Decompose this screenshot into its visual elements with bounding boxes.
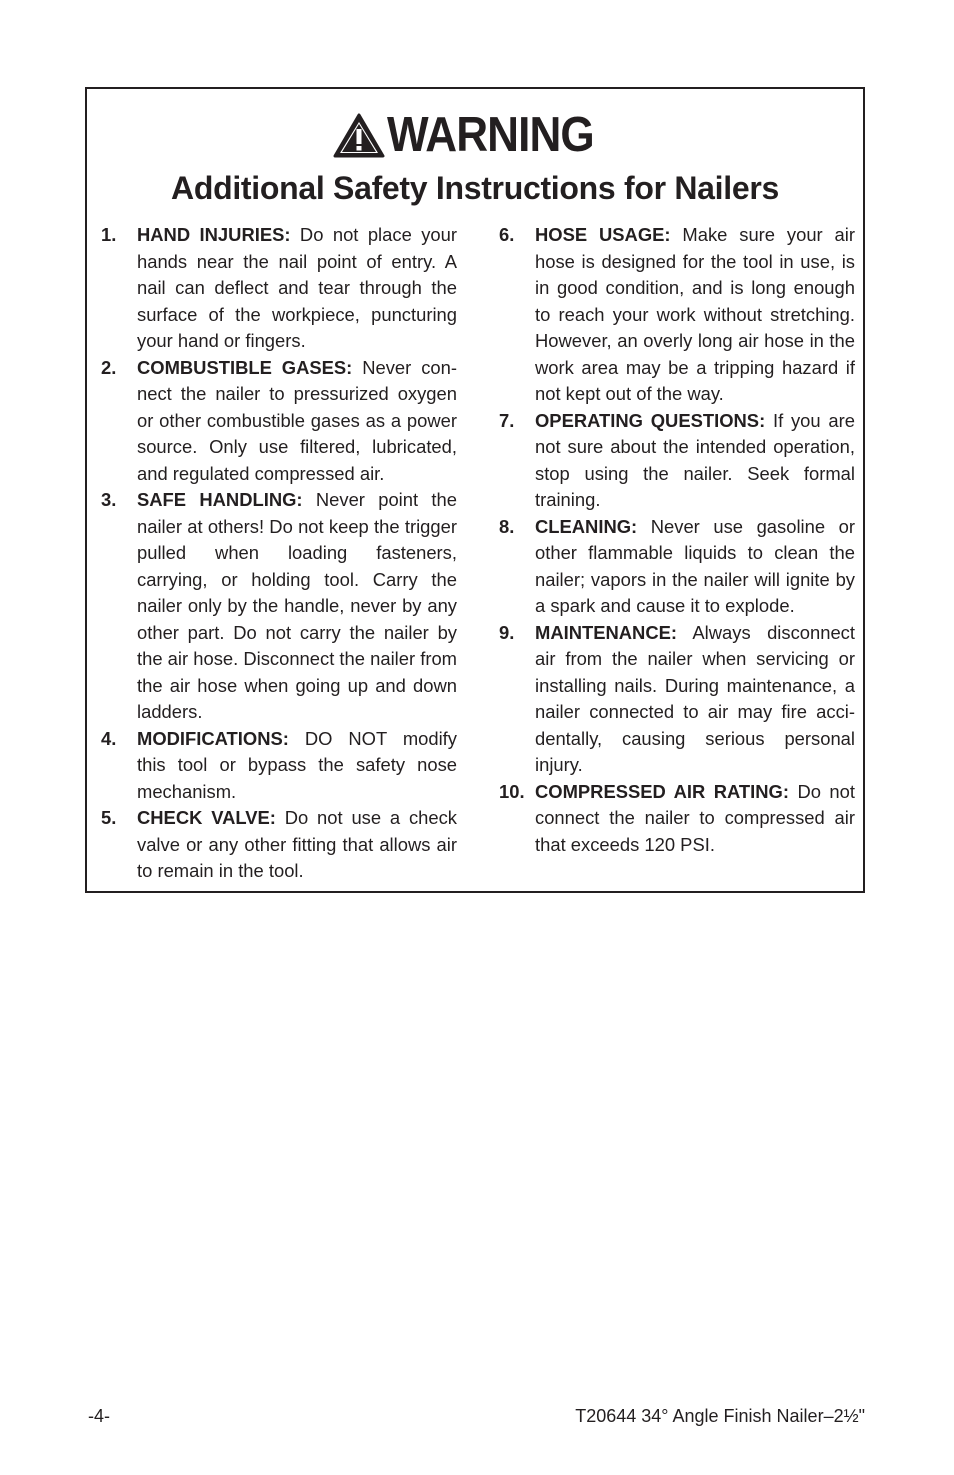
item-number: 9.	[499, 621, 515, 643]
item-text: Never use gasoline or other flammable liquids to clean the nailer; vapors in the nailer will ignite by a spark and cause it to explode.	[535, 515, 855, 616]
item-number: 6.	[499, 224, 515, 245]
item-number: 4.	[101, 727, 117, 749]
right-column	[499, 222, 855, 858]
item-heading: OPERATING QUESTIONS:	[535, 409, 766, 431]
item-heading: CHECK VALVE:	[137, 807, 276, 828]
item-number: 5.	[101, 807, 117, 828]
page-title: Additional Safety Instructions for Nailers	[171, 170, 779, 206]
item-number: 7.	[499, 409, 515, 431]
item-heading: MAINTENANCE:	[535, 621, 678, 643]
item-number: 10.	[499, 780, 525, 802]
warning-word: WARNING	[387, 108, 594, 162]
item-text: Never point the nailer at others! Do not keep the trigger pulled when loading fasteners, carrying, or holding tool. Carry the nailer only by the handle, never by any other part. Do not carry the nailer by the air hose. Disconnect the nailer from the air hose when going up and down ladders.	[137, 489, 457, 722]
item-number: 3.	[101, 489, 117, 510]
item-heading: CLEANING:	[535, 515, 638, 537]
page-number: -4-	[88, 1406, 110, 1426]
item-text: Make sure your air hose is designed for the tool in use, is in good condition, and is long enough to reach your work without stretching. However, an overly long air hose in the work area may be a tripping hazard if not kept out of the way.	[535, 224, 855, 404]
item-number: 1.	[101, 224, 117, 245]
item-text: Always disconnect air from the nailer when servicing or installing nails. During maintenance, a nailer connected to air may fire accidentally, causing serious personal injury.	[535, 621, 855, 775]
item-heading: COMBUSTIBLE GASES:	[137, 356, 353, 378]
item-text: Do not place your hands near the nail point of entry. A nail can deflect and tear through the surface of the workpiece, puncturing your hand or fingers.	[137, 224, 457, 351]
item-heading: HAND INJURIES:	[137, 224, 291, 245]
item-text: Never connect the nailer to pressurized oxygen or other combustible gases as a power source. Only use filtered, lubricated, and regulated compressed air.	[137, 356, 457, 484]
list-item	[101, 487, 457, 726]
item-number: 2.	[101, 356, 117, 378]
list-item	[499, 514, 855, 620]
list-item	[101, 805, 457, 885]
warning-triangle-icon	[333, 113, 385, 159]
list-item	[499, 620, 855, 779]
item-text: If you are not sure about the intended operation, stop using the nailer. Seek formal training.	[535, 409, 855, 510]
item-heading: MODIFICATIONS:	[137, 727, 289, 749]
item-heading: HOSE USAGE:	[535, 224, 671, 245]
list-item	[499, 779, 855, 859]
warning-box	[85, 87, 865, 893]
item-heading: COMPRESSED AIR RATING:	[535, 780, 789, 802]
footer-model: T20644 34° Angle Finish Nailer–2½"	[575, 1406, 865, 1426]
item-text: DO NOT modify this tool or bypass the safety nose mechanism.	[137, 727, 457, 802]
item-number: 8.	[499, 515, 515, 537]
list-item	[499, 408, 855, 514]
list-item	[101, 726, 457, 806]
list-item	[101, 222, 457, 355]
list-item	[499, 222, 855, 408]
list-item	[101, 355, 457, 488]
item-heading: SAFE HANDLING:	[137, 489, 303, 510]
left-column	[101, 222, 457, 885]
item-text: Do not connect the nailer to compressed air that exceeds 120 PSI.	[535, 780, 855, 855]
warning-heading	[87, 107, 863, 167]
item-text: Do not use a check valve or any other fitting that allows air to remain in the tool.	[137, 807, 457, 881]
